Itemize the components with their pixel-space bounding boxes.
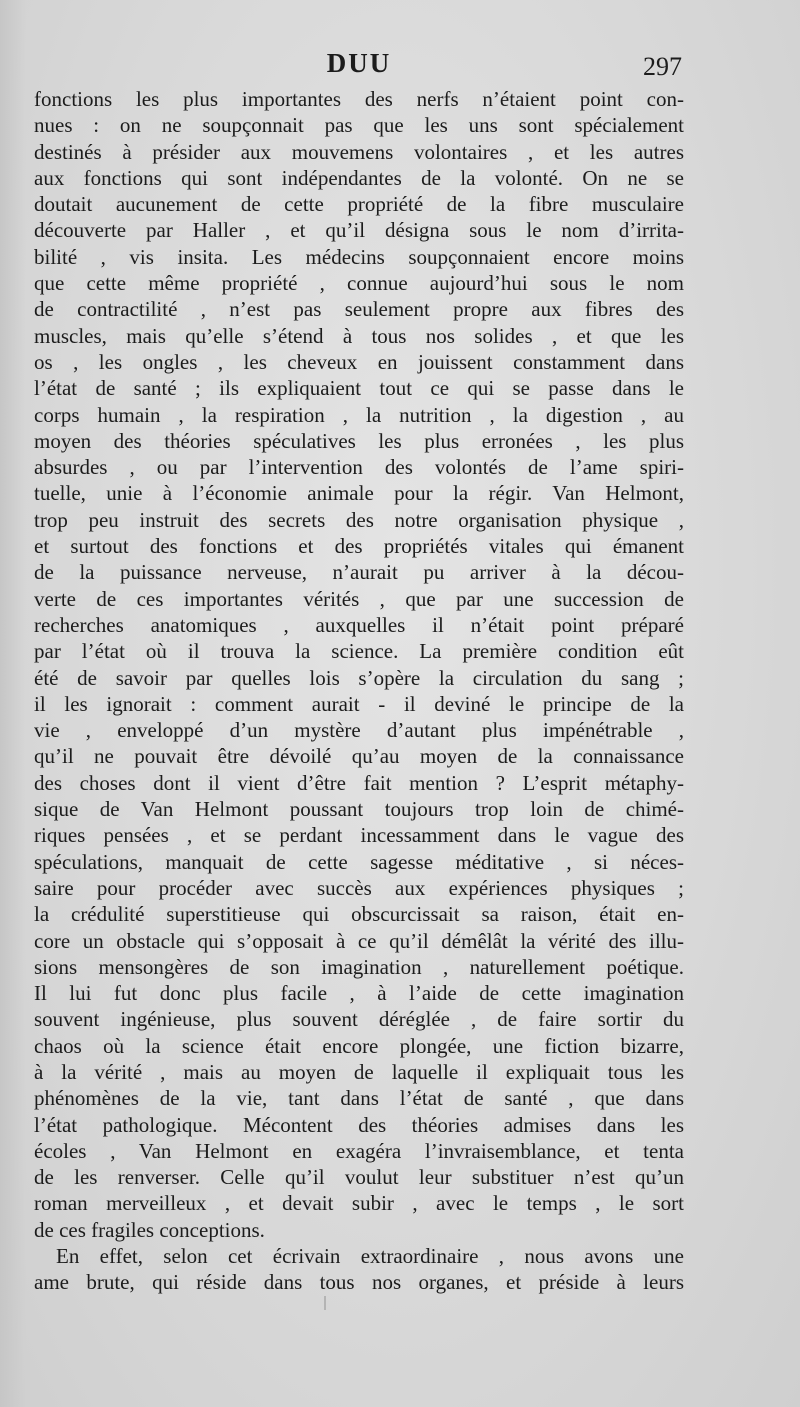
paper-mark: [324, 1296, 326, 1310]
text-line: souvent ingénieuse, plus souvent déréglée , de faire sortir du: [34, 1007, 684, 1032]
text-line: En effet, selon cet écrivain extraordinaire , nous avons une: [56, 1244, 684, 1269]
text-line: aux fonctions qui sont indépendantes de la volonté. On ne se: [34, 165, 684, 190]
text-line: Il lui fut donc plus facile , à l’aide de cette imagination: [34, 981, 684, 1006]
text-line: saire pour procéder avec succès aux expériences physiques ;: [34, 875, 684, 900]
running-head: [34, 48, 684, 88]
text-line: chaos où la science était encore plongée, une fiction bizarre,: [34, 1033, 684, 1058]
gutter-shadow: [0, 0, 26, 1407]
text-line: l’état de santé ; ils expliquaient tout ce qui se passe dans le: [34, 376, 684, 401]
text-line: verte de ces importantes vérités , que par une succession de: [34, 586, 684, 611]
text-line: par l’état où il trouva la science. La première condition eût: [34, 639, 684, 664]
body-text: [34, 86, 684, 1296]
text-line: il les ignorait : comment aurait - il deviné le principe de la: [34, 691, 684, 716]
text-line: sique de Van Helmont poussant toujours trop loin de chimé-: [34, 797, 684, 822]
text-line: muscles, mais qu’elle s’étend à tous nos solides , et que les: [34, 323, 684, 348]
text-line: phénomènes de la vie, tant dans l’état de santé , que dans: [34, 1086, 684, 1111]
text-line: de la puissance nerveuse, n’aurait pu arriver à la décou-: [34, 560, 684, 585]
text-line: spéculations, manquait de cette sagesse méditative , si néces-: [34, 849, 684, 874]
text-line: ame brute, qui réside dans tous nos organes, et préside à leurs: [34, 1270, 684, 1295]
text-line: l’état pathologique. Mécontent des théories admises dans les: [34, 1112, 684, 1137]
text-line: os , les ongles , les cheveux en jouissent constamment dans: [34, 349, 684, 374]
page-number: 297: [643, 52, 682, 81]
text-line: de les renverser. Celle qu’il voulut leur substituer n’est qu’un: [34, 1165, 684, 1190]
text-line: découverte par Haller , et qu’il désigna sous le nom d’irrita-: [34, 218, 684, 243]
text-line: riques pensées , et se perdant incessamment dans le vague des: [34, 823, 684, 848]
text-line: tuelle, unie à l’économie animale pour la régir. Van Helmont,: [34, 481, 684, 506]
text-line: la crédulité superstitieuse qui obscurcissait sa raison, était en-: [34, 902, 684, 927]
text-line: de ces fragiles conceptions.: [34, 1217, 265, 1242]
text-line: doutait aucunement de cette propriété de la fibre musculaire: [34, 192, 684, 217]
text-line: moyen des théories spéculatives les plus erronées , les plus: [34, 428, 684, 453]
text-line: qu’il ne pouvait être dévoilé qu’au moyen de la connaissance: [34, 744, 684, 769]
text-line: sions mensongères de son imagination , naturellement poétique.: [34, 954, 684, 979]
text-line: absurdes , ou par l’intervention des volontés de l’ame spiri-: [34, 455, 684, 480]
text-line: écoles , Van Helmont en exagéra l’invraisemblance, et tenta: [34, 1138, 684, 1163]
text-line: bilité , vis insita. Les médecins soupçonnaient encore moins: [34, 244, 684, 269]
text-line: vie , enveloppé d’un mystère d’autant plus impénétrable ,: [34, 718, 684, 743]
text-line: que cette même propriété , connue aujourd’hui sous le nom: [34, 271, 684, 296]
text-line: core un obstacle qui s’opposait à ce qu’il démêlât la vérité des illu-: [34, 928, 684, 953]
text-line: roman merveilleux , et devait subir , avec le temps , le sort: [34, 1191, 684, 1216]
text-line: à la vérité , mais au moyen de laquelle il expliquait tous les: [34, 1059, 684, 1084]
text-line: fonctions les plus importantes des nerfs n’étaient point con-: [34, 87, 684, 111]
text-line: recherches anatomiques , auxquelles il n’était point préparé: [34, 612, 684, 637]
text-line: trop peu instruit des secrets des notre organisation physique ,: [34, 507, 684, 532]
text-line: nues : on ne soupçonnait pas que les uns sont spécialement: [34, 113, 684, 138]
text-line: été de savoir par quelles lois s’opère la circulation du sang ;: [34, 665, 684, 690]
text-line: et surtout des fonctions et des propriétés vitales qui émanent: [34, 534, 684, 559]
text-line: des choses dont il vient d’être fait mention ? L’esprit métaphy-: [34, 770, 684, 795]
running-title: DUU: [326, 48, 392, 78]
text-line: destinés à présider aux mouvemens volontaires , et les autres: [34, 139, 684, 164]
text-line: de contractilité , n’est pas seulement propre aux fibres des: [34, 297, 684, 322]
text-line: corps humain , la respiration , la nutrition , la digestion , au: [34, 402, 684, 427]
